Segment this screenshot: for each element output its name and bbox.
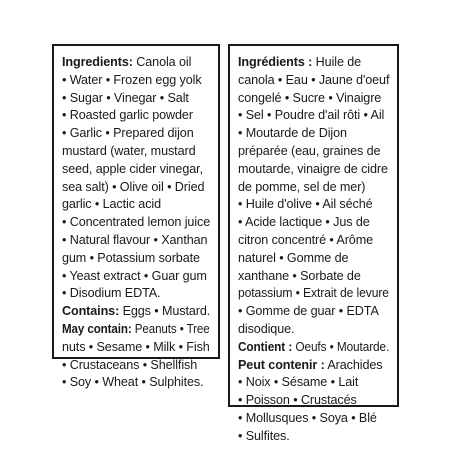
french-label-text: potassium • Extrait de levure	[238, 286, 389, 301]
english-label-line	[62, 374, 210, 392]
french-label-line	[238, 357, 389, 375]
english-label-line	[62, 72, 210, 90]
french-label-line	[238, 410, 389, 428]
english-label-line	[62, 285, 210, 303]
french-label-line	[238, 54, 389, 72]
french-label-line	[238, 161, 389, 179]
english-label-heading: May contain:	[62, 321, 132, 336]
english-label-text: mustard (water, mustard	[62, 143, 196, 158]
french-label-line	[238, 250, 389, 268]
english-label-text: • Disodium EDTA.	[62, 286, 161, 301]
english-label-text: • Crustaceans • Shellfish	[62, 357, 198, 372]
english-label-text: gum • Potassium sorbate	[62, 250, 200, 265]
french-label-text: Arachides	[324, 357, 383, 372]
french-label-line	[238, 268, 389, 286]
french-label-line	[238, 392, 389, 410]
english-label-line	[62, 107, 210, 125]
french-label-heading: Contient :	[238, 339, 293, 354]
french-label-text: • Sulfites.	[238, 428, 290, 443]
french-label-line	[238, 303, 389, 321]
english-label-line	[62, 214, 210, 232]
french-label-line	[238, 72, 389, 90]
french-label-text: préparée (eau, graines de	[238, 143, 381, 158]
french-label-text: Oeufs • Moutarde.	[292, 339, 390, 354]
french-label-line	[238, 428, 389, 446]
french-label-text: de pomme, sel de mer)	[238, 179, 366, 194]
english-label-line	[62, 161, 210, 179]
english-label-text: • Natural flavour • Xanthan	[62, 232, 208, 247]
french-label-text: canola • Eau • Jaune d'oeuf	[238, 72, 390, 87]
french-label-line	[238, 125, 389, 143]
english-label-line	[62, 54, 210, 72]
english-label-text: seed, apple cider vinegar,	[62, 161, 203, 176]
french-label-text: • Gomme de guar • EDTA	[238, 304, 379, 319]
french-label-text: • Acide lactique • Jus de	[238, 215, 370, 230]
english-label-text: garlic • Lactic acid	[62, 197, 162, 212]
french-label-text: congelé • Sucre • Vinaigre	[238, 90, 382, 105]
english-label-line	[62, 339, 210, 357]
english-label-text: • Concentrated lemon juice	[62, 215, 211, 230]
ingredients-panel-french	[228, 44, 399, 443]
french-label-line	[238, 214, 389, 232]
english-label-line	[62, 321, 210, 339]
english-label-line	[62, 357, 210, 375]
french-label-text: citron concentré • Arôme	[238, 232, 374, 247]
english-label-text: nuts • Sesame • Milk • Fish	[62, 339, 210, 354]
english-label-line	[62, 303, 210, 321]
french-label-line	[238, 339, 389, 357]
english-label-text: • Yeast extract • Guar gum	[62, 268, 207, 283]
french-label-line	[238, 232, 389, 250]
french-label-line	[238, 321, 389, 339]
english-label-line	[62, 268, 210, 286]
french-label-line	[238, 179, 389, 197]
ingredients-panel-english	[52, 44, 220, 390]
english-label-line	[62, 143, 210, 161]
french-label-text: • Poisson • Crustacés	[238, 393, 357, 408]
english-label-text: Peanuts • Tree	[131, 321, 210, 336]
french-label-line	[238, 143, 389, 161]
english-label-line	[62, 125, 210, 143]
french-label-text: Huile de	[312, 55, 362, 69]
french-label-text: • Noix • Sésame • Lait	[238, 375, 359, 390]
english-label-heading: Ingredients:	[62, 55, 133, 69]
english-label-text: • Garlic • Prepared dijon	[62, 126, 194, 141]
english-label-text: • Roasted garlic powder	[62, 108, 193, 123]
english-label-line	[62, 179, 210, 197]
french-label-heading: Ingrédients :	[238, 55, 313, 69]
french-label-line	[238, 374, 389, 392]
english-label-text: Eggs • Mustard.	[119, 304, 211, 319]
english-label-text: • Water • Frozen egg yolk	[62, 72, 202, 87]
english-label-text: Canola oil	[132, 55, 192, 69]
french-label-text: • Huile d'olive • Ail séché	[238, 197, 373, 212]
english-label-line	[62, 232, 210, 250]
french-label-text: disodique.	[238, 321, 295, 336]
french-label-line	[238, 107, 389, 125]
french-label-line	[238, 196, 389, 214]
french-label-heading: Peut contenir :	[238, 357, 325, 372]
english-label-text: sea salt) • Olive oil • Dried	[62, 179, 205, 194]
english-label-line	[62, 90, 210, 108]
french-label-text: naturel • Gomme de	[238, 250, 349, 265]
french-label-line	[238, 90, 389, 108]
french-label-text: moutarde, vinaigre de cidre	[238, 161, 388, 176]
english-label-text: • Soy • Wheat • Sulphites.	[62, 375, 204, 390]
english-label-line	[62, 196, 210, 214]
english-label-heading: Contains:	[62, 304, 120, 319]
french-label-text: xanthane • Sorbate de	[238, 268, 361, 283]
french-label-line	[238, 285, 389, 303]
french-label-text: • Mollusques • Soya • Blé	[238, 410, 377, 425]
french-label-text: • Moutarde de Dijon	[238, 126, 347, 141]
french-label-text: • Sel • Poudre d'ail rôti • Ail	[238, 108, 385, 123]
english-label-line	[62, 250, 210, 268]
english-label-text: • Sugar • Vinegar • Salt	[62, 90, 189, 105]
